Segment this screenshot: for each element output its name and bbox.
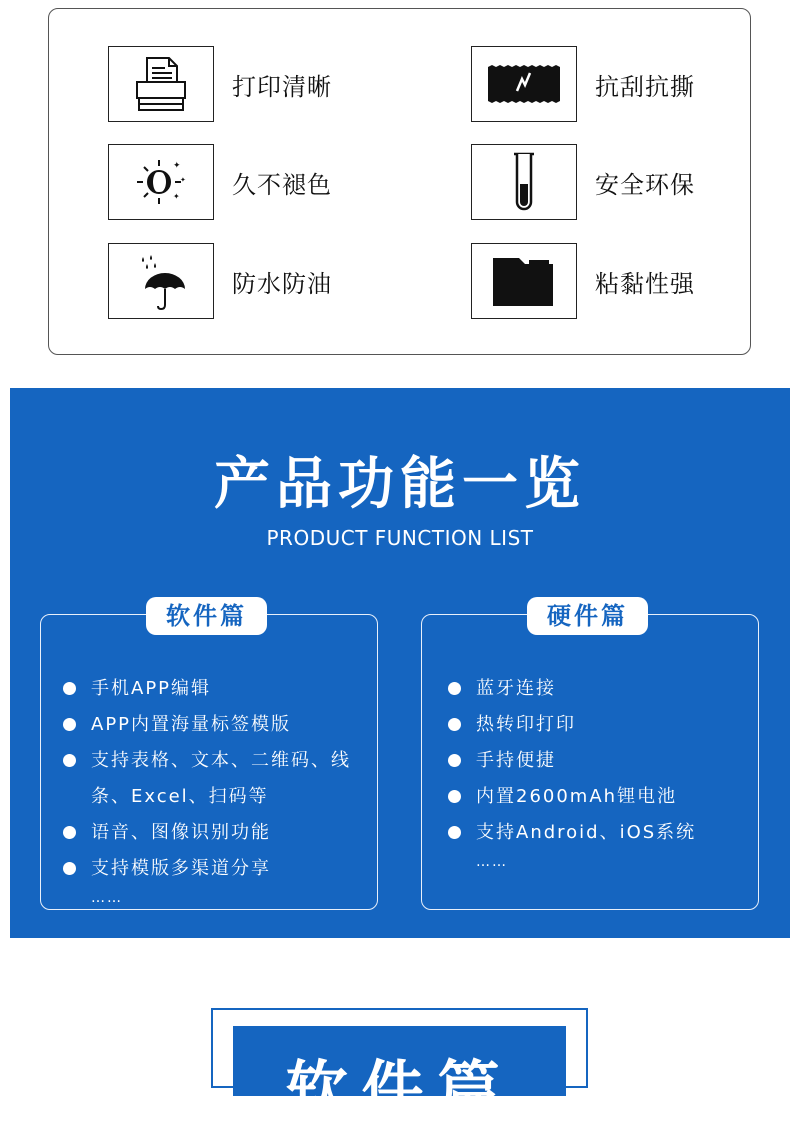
feature-label: 打印清晰 [232, 72, 332, 101]
test-tube-icon-box [471, 144, 577, 220]
sun-moon-icon-box [108, 144, 214, 220]
feature-label: 安全环保 [595, 170, 695, 199]
feature-label: 久不褪色 [232, 170, 332, 199]
bullet-icon [63, 682, 76, 695]
list-item: 内置2600mAh锂电池 [448, 779, 752, 815]
list-item: 支持表格、文本、二维码、线条、Excel、扫码等 [63, 743, 371, 815]
feature-no-fade [108, 144, 332, 220]
section-title: 产品功能一览 [214, 452, 586, 517]
bullet-icon [448, 718, 461, 731]
bullet-icon [448, 754, 461, 767]
bullet-icon [63, 862, 76, 875]
printer-icon [131, 54, 191, 114]
hardware-list [448, 671, 752, 873]
feature-label: 防水防油 [232, 269, 332, 298]
feature-scratch-resistant [471, 46, 695, 122]
list-item: 语音、图像识别功能 [63, 815, 371, 851]
bullet-icon [448, 826, 461, 839]
software-list [63, 671, 371, 909]
scratch-icon-box [471, 46, 577, 122]
feature-label: 抗刮抗撕 [595, 72, 695, 101]
bullet-icon [63, 826, 76, 839]
svg-text:✦: ✦ [173, 161, 181, 171]
more-indicator: …… [91, 890, 123, 906]
list-item: 手机APP编辑 [63, 671, 371, 707]
list-item: 手持便捷 [448, 743, 752, 779]
software-header-frame [211, 1008, 588, 1126]
software-header-title: 软件篇 [285, 1053, 514, 1126]
bullet-icon [63, 754, 76, 767]
printer-icon-box [108, 46, 214, 122]
list-item: APP内置海量标签模版 [63, 707, 371, 743]
bullet-icon [448, 682, 461, 695]
software-tag: 软件篇 [146, 597, 267, 635]
feature-print-clear [108, 46, 332, 122]
feature-water-oil-proof [108, 243, 332, 319]
umbrella-rain-icon [131, 251, 191, 311]
software-header-banner [233, 1026, 566, 1126]
folder-icon [489, 252, 559, 310]
umbrella-icon-box [108, 243, 214, 319]
folder-icon-box [471, 243, 577, 319]
list-item: 支持模版多渠道分享 [63, 851, 371, 887]
test-tube-icon [504, 150, 544, 214]
sun-moon-icon [131, 152, 191, 212]
feature-eco-safe [471, 144, 695, 220]
list-item: 蓝牙连接 [448, 671, 752, 707]
feature-strong-adhesion [471, 243, 695, 319]
list-item: 支持Android、iOS系统 [448, 815, 752, 851]
bullet-icon [448, 790, 461, 803]
hardware-panel [421, 602, 759, 910]
bullet-icon [63, 718, 76, 731]
more-indicator: …… [476, 854, 508, 870]
list-item: 热转印打印 [448, 707, 752, 743]
svg-text:✦: ✦ [180, 176, 186, 184]
product-function-section [10, 388, 790, 938]
section-subtitle: PRODUCT FUNCTION LIST [266, 526, 534, 550]
software-panel [40, 602, 378, 910]
features-card [48, 8, 751, 355]
scratch-resistant-icon [484, 61, 564, 107]
hardware-tag: 硬件篇 [527, 597, 648, 635]
feature-label: 粘黏性强 [595, 269, 695, 298]
svg-text:✦: ✦ [173, 192, 180, 201]
